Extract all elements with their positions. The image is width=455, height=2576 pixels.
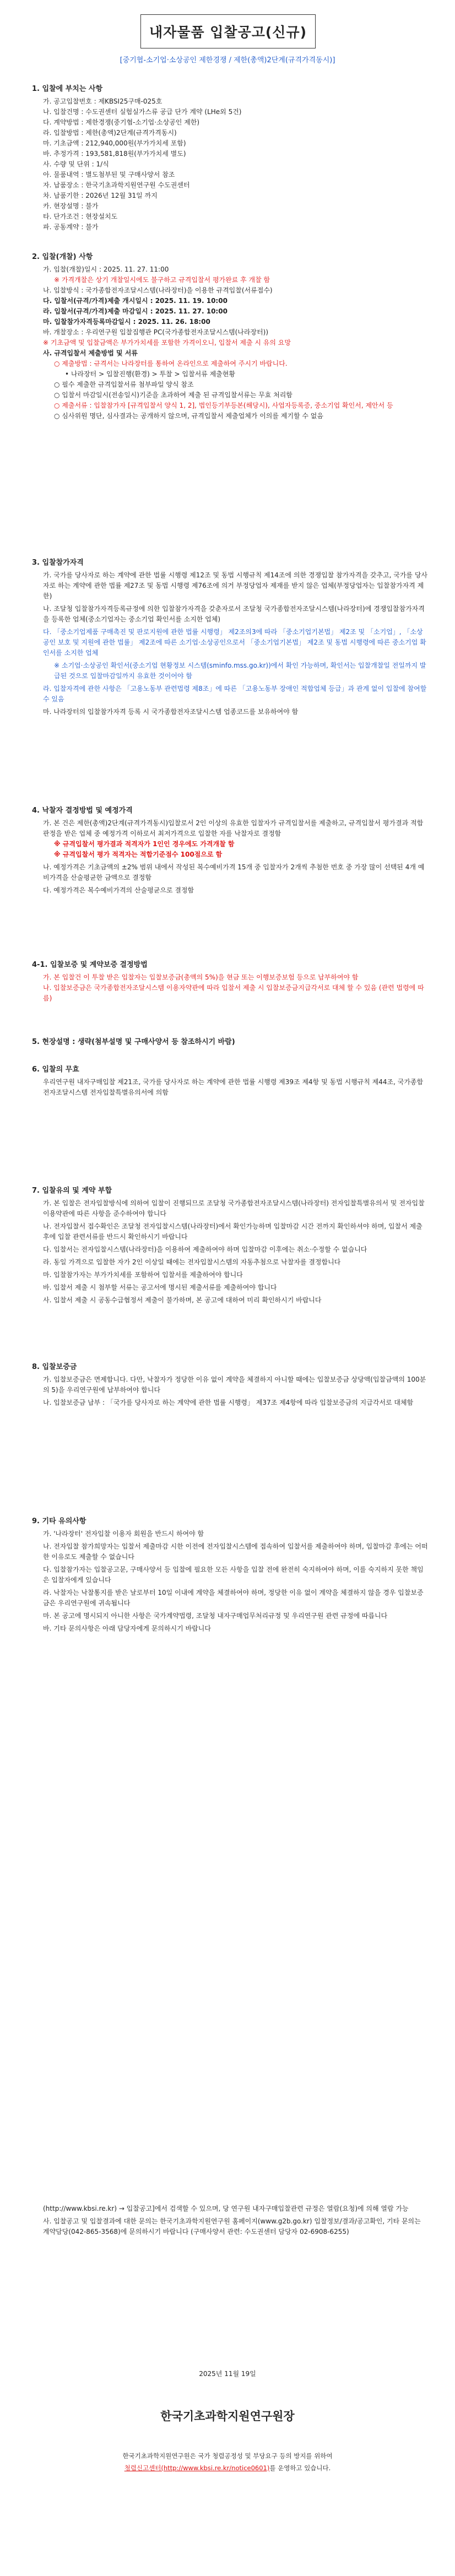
- list-item: 자. 납품장소 : 한국기초과학지원연구원 수도권센터: [43, 181, 190, 189]
- list-item: ○ 심사위원 명단, 심사결과는 공개하지 않으며, 규격입찰서 제출업체가 이의를 제기할 수 없음: [54, 412, 323, 420]
- list-item: 가. 본 건은 제한(총액)2단계(규격가격동시)입찰로서 2인 이상의 유효한 입찰자가 규격입찰서를 제출하고, 규격입찰서 평가결과 적합 판정을 받은 업체 중 예정가격 이하로서 최저가격으로 입찰한 자를 낙찰자로 결정함: [43, 819, 424, 837]
- list-item: 사. 규격입찰서 제출방법 및 서류: [43, 349, 138, 357]
- list-item: 나. 예정가격은 기초금액의 ±2% 범위 내에서 작성된 복수예비가격 15개 중 입찰자가 2개씩 추첨한 번호 중 가장 많이 선택된 4개 예비가격을 산술평균한 금액으로 결정함: [43, 863, 425, 881]
- note-item: ※ 소기업·소상공인 확인서(중소기업 현황정보 시스템(sminfo.mss.go.kr))에서 확인 가능하며, 확인서는 입찰개찰일 전일까지 발급된 것으로 입찰마감일까지 유효한 것이어야 함: [54, 662, 426, 680]
- list-item: 가. 공고입찰번호 : 제KBSI25구매-025호: [43, 98, 162, 105]
- list-item: 나. 입찰건명 : 수도권센터 실험실가스류 공급 단가 계약 (LHe외 5건): [43, 108, 242, 116]
- section-eligibility: [32, 556, 429, 717]
- list-item: ○ 필수 제출한 규격입찰서류 첨부파일 양식 참조: [54, 381, 194, 388]
- section-other-notes: [32, 1515, 429, 1634]
- list-item: 가. 입찰(개찰)일시 : 2025. 11. 27. 11:00: [43, 266, 169, 273]
- section-award-method: [32, 804, 429, 896]
- list-item: 나. 입찰보증금 납부 : 「국가를 당사자로 하는 계약에 관한 법률 시행령」 제37조 제4항에 따라 입찰보증금의 지급각서로 대체함: [43, 1399, 414, 1406]
- footer-line: 한국기초과학지원연구원은 국가 청렴공정성 및 부당요구 등의 방지를 위하여: [122, 2452, 333, 2460]
- section-bid-notes: [32, 1184, 429, 1306]
- section-heading: 3. 입찰참가자격: [32, 559, 84, 567]
- section-heading: 7. 입찰유의 및 계약 부합: [32, 1187, 112, 1195]
- list-item: 마. 기초금액 : 212,940,000원(부가가치세 포함): [43, 139, 186, 147]
- list-item: 바. 입찰서 제출 시 첨부할 서류는 공고서에 명시된 제출서류를 제출하여야 합니다: [43, 1284, 277, 1291]
- list-item: 다. 예정가격은 복수예비가격의 산술평균으로 결정함: [43, 886, 194, 894]
- report-center-link[interactable]: 청렴신고센터(http://www.kbsi.re.kr/notice0601): [124, 2464, 270, 2472]
- contact-text: 사. 입찰공고 및 입찰결과에 대한 문의는 한국기초과학지원연구원 홈페이지(www.g2b.go.kr) 입찰정보/결과/공고확인, 기타 문의는 계약담당(042-865-3568)에 문의하시기 바랍니다 (구매사양서 관련: 수도권센터 담당자 02-6908-6255): [43, 2217, 421, 2236]
- list-item: 가. 본 입찰건 이 투찰 받은 입찰자는 입찰보증금(총액의 5%)을 현금 또는 이행보증보험 등으로 납부하여야 함: [43, 973, 359, 981]
- list-item: 다. 입찰참가자는 입찰공고문, 구매사양서 등 입찰에 필요한 모든 사항을 입찰 전에 완전히 숙지하여야 하며, 이를 숙지하지 못한 책임은 입찰자에게 있습니다: [43, 1566, 424, 1584]
- list-item: 마. 입찰참가자는 부가가치세를 포함하여 입찰서를 제출하여야 합니다: [43, 1271, 243, 1279]
- section-bid-opening: [32, 251, 429, 421]
- list-item: 나. 입찰보증금은 국가종합전자조달시스템 이용자약관에 따라 입찰서 제출 시 입찰보증금지급각서로 대체 할 수 있음 (관련 법령에 따름): [43, 984, 424, 1002]
- list-item: 라. 동일 가격으로 입찰한 자가 2인 이상일 때에는 전자입찰시스템의 자동추첨으로 낙찰자를 결정합니다: [43, 1258, 341, 1266]
- list-item: 카. 현장설명 : 불가: [43, 202, 99, 210]
- list-item: 나. 전자입찰 참가희망자는 입찰서 제출마감 시한 이전에 전자입찰시스템에 접속하여 입찰서를 제출하여야 하며, 입찰마감 후에는 어떠한 이유로도 제출할 수 없습니다: [43, 1543, 428, 1561]
- list-item: 다. 입찰서(규격/가격)제출 개시일시 : 2025. 11. 19. 10:00: [43, 297, 228, 305]
- section-site-briefing: [32, 1036, 429, 1049]
- list-item: 라. 입찰서(규격/가격)제출 마감일시 : 2025. 11. 27. 10:00: [43, 307, 228, 315]
- section-heading: 5. 현장설명 : 생략(첨부설명 및 구매사양서 등 참조하시기 바람): [32, 1038, 235, 1046]
- list-item: 마. 나라장터의 입찰참가자격 등록 시 국가종합전자조달시스템 업종코드를 보유하여야 함: [43, 708, 299, 716]
- list-item: 나. 전자입찰서 접수확인은 조달청 전자입찰시스템(나라장터)에서 확인가능하며 입찰마감 시간 전까지 확인하셔야 하며, 입찰서 제출 후에 입찰 관련서류를 반드시 확인하시기 바랍니다: [43, 1222, 422, 1241]
- list-item: 라. 입찰자격에 관한 사항은 「고용노동부 관련법령 제8조」에 따른 「고용노동부 장애인 적합업체 등급」과 관계 없이 입찰에 참여할 수 있음: [43, 685, 427, 703]
- list-item: 마. 본 공고에 명시되지 아니한 사항은 국가계약법령, 조달청 내자구매업무처리규정 및 우리연구원 관련 규정에 따릅니다: [43, 1612, 388, 1620]
- section-bid-deposit: [32, 1361, 429, 1408]
- list-item: 사. 입찰서 제출 시 공동수급협정서 제출이 불가하며, 본 공고에 대하여 미리 확인하시기 바랍니다: [43, 1296, 322, 1304]
- list-item: 바. 개찰장소 : 우리연구원 입찰집행관 PC(국가종합전자조달시스템(나라장터)): [43, 328, 269, 336]
- list-item: 마. 입찰참가자격등록마감일시 : 2025. 11. 26. 18:00: [43, 318, 210, 326]
- section-heading: 8. 입찰보증금: [32, 1363, 77, 1371]
- list-item: 나. 입찰방식 : 국가종합전자조달시스템(나라장터)을 이용한 규격입찰(서류접수): [43, 286, 273, 294]
- list-item: 다. 계약방법 : 제한경쟁(중기협-소기업·소상공인 제한): [43, 118, 200, 126]
- list-item: 바. 기타 문의사항은 아래 담당자에게 문의하시기 바랍니다: [43, 1625, 211, 1632]
- list-item: 가. 입찰보증금은 면제합니다. 다만, 낙찰자가 정당한 이유 없이 계약을 체결하지 아니할 때에는 입찰보증금 상당액(입찰금액의 100분의 5)을 우리연구원에 납부하여야 합니다: [43, 1376, 426, 1394]
- list-item: • 나라장터 > 입찰진행(환경) > 투찰 > 입찰서류 제출현황: [65, 370, 235, 378]
- list-item: 다. 「중소기업제품 구매촉진 및 판로지원에 관한 법률 시행령」 제2조의3에 따라 「중소기업기본법」 제2조 및 「소기업」, 「소상공인 보호 및 지원에 관한 법률」 제2조에 따른 소기업·소상공인으로서 「중소기업기본법」 제2조 및 동법 시행령에 따른 중소기업 확인서를 소지한 업체: [43, 628, 426, 657]
- list-item: 파. 공동계약 : 불가: [43, 223, 99, 231]
- list-item: 다. 입찰서는 전자입찰시스템(나라장터)을 이용하여 제출하여야 하며 입찰마감 이후에는 취소·수정할 수 없습니다: [43, 1246, 367, 1253]
- note-item: ※ 기초금액 및 입찰금액은 부가가치세를 포함한 가격이오니, 입찰서 제출 시 유의 요망: [43, 339, 291, 347]
- list-item: 라. 낙찰자는 낙찰통지를 받은 날로부터 10일 이내에 계약을 체결하여야 하며, 정당한 이유 없이 계약을 체결하지 않을 경우 입찰보증금은 우리연구원에 귀속됩니다: [43, 1589, 424, 1607]
- list-item: ○ 제출서류 : 입찰참가자 [규격입찰서 양식 1, 2], 법인등기부등본(해당시), 사업자등록증, 중소기업 확인서, 제안서 등: [54, 402, 393, 409]
- section-heading: 6. 입찰의 무효: [32, 1065, 79, 1074]
- footer-text: 를 운영하고 있습니다.: [269, 2464, 331, 2472]
- list-item: 나. 조달청 입찰참가자격등록규정에 의한 입찰참가자격을 갖춘자로서 조달청 국가종합전자조달시스템(나라장터)에 경쟁입찰참가자격을 등록한 업체(중소기업자는 중소기업 확인서를 소지한 업체): [43, 605, 425, 623]
- section-heading: 4-1. 입찰보증 및 계약보증 결정방법: [32, 961, 148, 969]
- notice-subtitle: [중기협-소기업·소상공인 제한경쟁 / 제한(총액)2단계(규격가격동시)]: [120, 56, 335, 64]
- section-bid-items: [32, 83, 429, 232]
- list-item: 가. '나라장터' 전자입찰 이용자 회원을 반드시 하여야 함: [43, 1530, 204, 1538]
- list-item: 아. 물품내역 : 별도첨부된 및 구매사양서 참조: [43, 171, 175, 178]
- list-item: 타. 단가조건 : 현장설치도: [43, 213, 118, 220]
- list-item: 바. 추정가격 : 193,581,818원(부가가치세 별도): [43, 150, 186, 158]
- list-item: ○ 제출방법 : 규격서는 나라장터를 통하여 온라인으로 제출하여 주시기 바랍니다.: [54, 360, 288, 367]
- notice-date: 2025년 11월 19일: [199, 2370, 256, 2378]
- section-heading: 2. 입찰(개찰) 사항: [32, 253, 93, 261]
- list-item: 가. 국가를 당사자로 하는 계약에 관한 법률 시행령 제12조 및 동법 시행규칙 제14조에 의한 경쟁입찰 참가자격을 갖추고, 국가를 당사자로 하는 계약에 관한 법률 제27조 및 동법 시행령 제76조에 의거 부정당업자 제재를 받지 않은 업체(부정당업자는 입찰참가자격 제한): [43, 571, 428, 600]
- section-invalid-bids: [32, 1063, 429, 1098]
- section-guarantee: [32, 959, 429, 1004]
- section-heading: 9. 기타 유의사항: [32, 1517, 86, 1525]
- list-item: 가. 본 입찰은 전자입찰방식에 의하여 입찰이 진행되므로 조달청 국가종합전자조달시스템(나라장터) 전자입찰특별유의서 및 전자입찰이용약관에 따른 사항을 준수하여야 합니다: [43, 1199, 425, 1217]
- list-item: 사. 수량 및 단위 : 1/식: [43, 160, 109, 168]
- issuer-signature: 한국기초과학지원연구원장: [160, 2410, 295, 2423]
- list-item: 차. 납품기한 : 2026년 12월 31일 까지: [43, 192, 158, 199]
- contact-text: (http://www.kbsi.re.kr) → 입찰공고]에서 검색할 수 있으며, 당 연구원 내자구매입찰관련 규정은 열람(요청)에 의해 열람 가능: [43, 2205, 409, 2212]
- note-item: ※ 규격입찰서 평가 적격자는 적합기준점수 100점으로 함: [54, 851, 223, 858]
- section-contact: [32, 2204, 429, 2237]
- note-item: ※ 규격입찰서 평가결과 적격자가 1인인 경우에도 가격개찰 함: [54, 840, 235, 848]
- section-heading: 1. 입찰에 부치는 사항: [32, 85, 103, 93]
- page-title: 내자물품 입찰공고(신규): [140, 14, 316, 48]
- section-text: 우리연구원 내자구매입찰 제21조, 국가를 당사자로 하는 계약에 관한 법률 시행령 제39조 제4항 및 동법 시행규칙 제44조, 국가종합전자조달시스템 전자입찰특별유의서에 의함: [43, 1078, 424, 1096]
- section-heading: 4. 낙찰자 결정방법 및 예정가격: [32, 807, 133, 815]
- list-item: ○ 입찰서 마감일시(전송일시)기준을 초과하여 제출 된 규격입찰서류는 무효 처리함: [54, 391, 292, 399]
- note-item: ※ 가격개찰은 상기 개찰일시에도 불구하고 규격입찰서 평가완료 후 개찰 함: [54, 276, 270, 284]
- footer-line: [0, 2464, 455, 2472]
- list-item: 라. 입찰방법 : 제한(총액)2단계(규격가격동시): [43, 129, 177, 137]
